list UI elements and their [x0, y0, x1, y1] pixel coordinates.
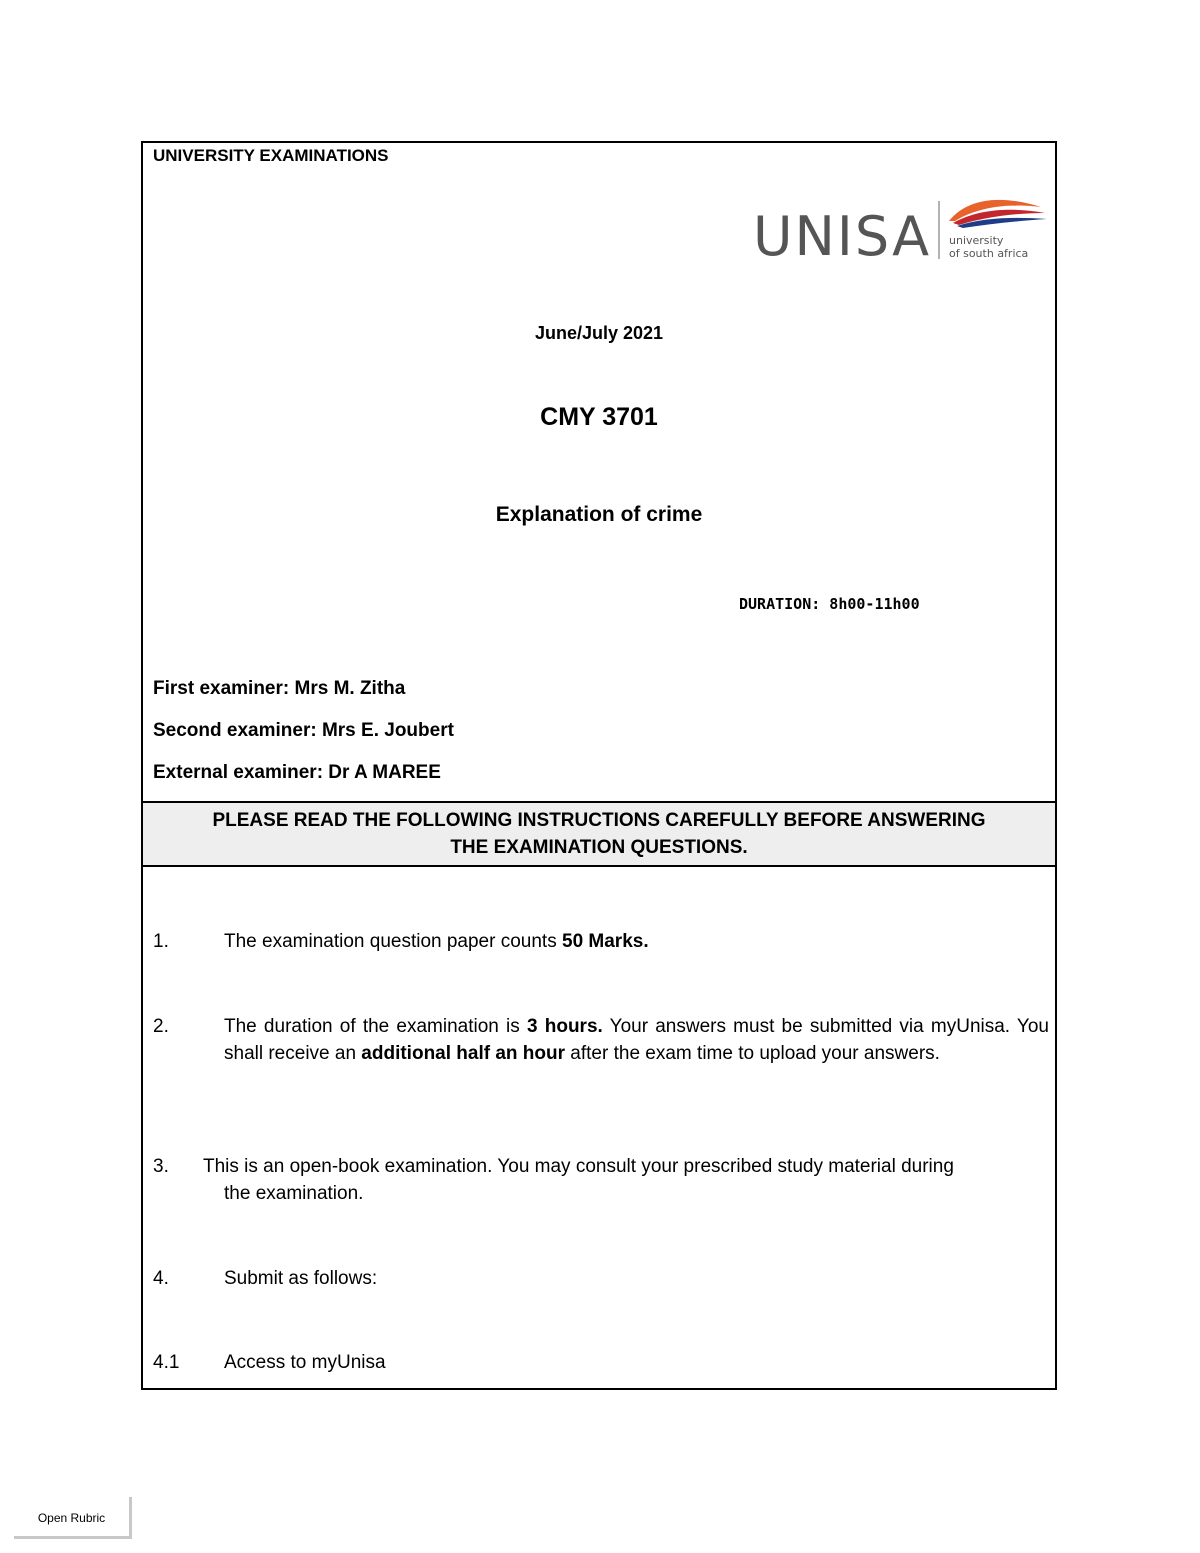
unisa-logo — [753, 193, 1053, 263]
exam-duration: DURATION: 8h00-11h00 — [739, 595, 920, 613]
instruction-text-part: The duration of the examination is — [224, 1016, 527, 1037]
instruction-text-part: after the exam time to upload your answers. — [565, 1043, 940, 1064]
instruction-text-line2: the examination. — [224, 1183, 364, 1204]
instruction-text-bold: 50 Marks. — [562, 931, 649, 952]
second-examiner: Second examiner: Mrs E. Joubert — [153, 720, 454, 741]
instruction-number: 4. — [153, 1268, 169, 1289]
instruction-item-2 — [153, 1013, 1049, 1067]
instruction-item-1 — [153, 928, 1049, 955]
logo-wordmark: UNISA — [753, 205, 932, 263]
external-examiner: External examiner: Dr A MAREE — [153, 762, 441, 783]
instruction-text-part: Your answers must be submitted via myUnisa. You shall receive an — [224, 1016, 1049, 1064]
instruction-item-4 — [153, 1265, 1049, 1292]
university-examinations-heading: UNIVERSITY EXAMINATIONS — [153, 146, 389, 165]
instruction-number: 4.1 — [153, 1352, 180, 1373]
instruction-text-bold: 3 hours. — [526, 1016, 603, 1037]
instructions-banner-line1: PLEASE READ THE FOLLOWING INSTRUCTIONS CAREFULLY BEFORE ANSWERING — [212, 810, 986, 831]
instruction-text-part: The examination question paper counts — [224, 931, 562, 952]
instruction-number: 2. — [153, 1016, 169, 1037]
course-subject: Explanation of crime — [495, 503, 703, 526]
instruction-text — [203, 1153, 1049, 1207]
instruction-number: 1. — [153, 931, 169, 952]
instruction-text-bold: additional half an hour — [361, 1043, 566, 1064]
instruction-text-line1: This is an open-book examination. You may consult your prescribed study material during — [203, 1156, 954, 1177]
instruction-text: Submit as follows: — [224, 1268, 378, 1289]
instructions-banner-line2: THE EXAMINATION QUESTIONS. — [450, 837, 748, 858]
instruction-text — [224, 1013, 1049, 1067]
logo-tagline-line1: university — [949, 234, 1004, 247]
logo-tagline-line2: of south africa — [949, 247, 1029, 260]
exam-cover-frame — [141, 141, 1057, 1390]
instructions-banner — [143, 803, 1055, 867]
instruction-text: Access to myUnisa — [224, 1352, 386, 1373]
instruction-item-4-1 — [153, 1349, 1049, 1376]
cover-header-section — [143, 143, 1055, 803]
open-rubric-button[interactable]: Open Rubric — [14, 1497, 132, 1539]
first-examiner: First examiner: Mrs M. Zitha — [153, 678, 406, 699]
course-code: CMY 3701 — [540, 403, 658, 431]
logo-swoosh-orange — [949, 200, 1041, 221]
instruction-number: 3. — [153, 1156, 169, 1177]
instruction-text — [224, 928, 1049, 955]
instruction-item-3 — [153, 1153, 1049, 1207]
exam-date: June/July 2021 — [534, 323, 664, 343]
